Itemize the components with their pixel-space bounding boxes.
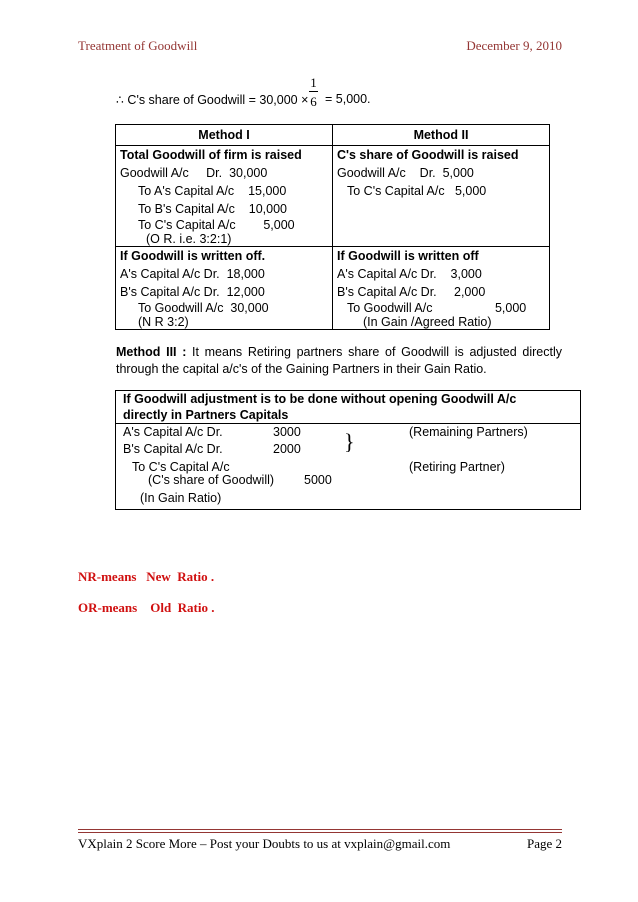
a-capital-amount: 3000	[273, 425, 301, 439]
method1-writeoff-cell	[116, 247, 333, 330]
method2-raised-cell	[333, 146, 550, 247]
brace-icon: }	[344, 429, 355, 454]
entry-line: To A's Capital A/c 15,000	[138, 184, 287, 198]
entry-line: (O R. i.e. 3:2:1)	[146, 232, 232, 246]
method2-writeoff-cell	[333, 247, 550, 330]
c-share-note: (C's share of Goodwill)	[148, 473, 275, 487]
entry-line: B's Capital A/c Dr. 2,000	[337, 285, 486, 299]
entry-line: A's Capital A/c Dr. 3,000	[337, 267, 482, 281]
b-capital-amount: 2000	[273, 442, 301, 456]
equation-result: = 5,000.	[325, 92, 371, 106]
nr-note: NR-means New Ratio .	[78, 569, 215, 584]
entry-line: Goodwill A/c Dr. 5,000	[337, 166, 474, 180]
footer-rule-thin	[78, 832, 562, 833]
fraction	[309, 76, 318, 108]
method3-text: It means Retiring partners share of Goodwill is adjusted directly through the capital a/c's of the Gaining Partners in their Gain Ratio.	[116, 345, 562, 376]
entry-line: To Goodwill A/c 5,000	[347, 301, 527, 315]
entry-line: To Goodwill A/c 30,000	[138, 301, 269, 315]
methods-table	[115, 124, 550, 330]
entry-line: To C's Capital A/c 5,000	[347, 184, 487, 198]
fraction-numerator: 1	[310, 75, 317, 90]
fraction-denominator: 6	[310, 94, 317, 109]
entry-line: (N R 3:2)	[138, 315, 189, 329]
method1-raised-cell	[116, 146, 333, 247]
entry-line: To C's Capital A/c 5,000	[138, 218, 295, 232]
gain-ratio-note: (In Gain Ratio)	[140, 491, 222, 505]
entry-line: (In Gain /Agreed Ratio)	[363, 315, 492, 329]
method2-header: Method II	[333, 125, 550, 146]
retiring-partner-note: (Retiring Partner)	[409, 460, 505, 474]
equation-prefix: ∴ C's share of Goodwill = 30,000 ×	[116, 93, 309, 107]
cell-heading: If Goodwill is written off	[337, 249, 479, 263]
footer-rule	[78, 829, 562, 830]
box-title: If Goodwill adjustment is to be done without opening Goodwill A/c directly in Partners Capitals	[123, 392, 517, 422]
b-capital-entry: B's Capital A/c Dr.	[123, 442, 223, 456]
entry-line: To B's Capital A/c 10,000	[138, 202, 287, 216]
header-title: Treatment of Goodwill	[78, 38, 198, 53]
method3-paragraph	[116, 344, 562, 378]
method1-header: Method I	[116, 125, 333, 146]
header-date: December 9, 2010	[466, 38, 562, 53]
method3-label: Method III :	[116, 345, 187, 359]
entry-line: B's Capital A/c Dr. 12,000	[120, 285, 265, 299]
or-note: OR-means Old Ratio .	[78, 600, 215, 615]
cell-heading: If Goodwill is written off.	[120, 249, 266, 263]
to-c-capital-entry: To C's Capital A/c	[132, 460, 230, 474]
c-share-amount: 5000	[304, 473, 332, 487]
footer-text: VXplain 2 Score More – Post your Doubts to us at vxplain@gmail.com	[78, 836, 451, 851]
entry-line: Goodwill A/c Dr. 30,000	[120, 166, 268, 180]
cell-heading: C's share of Goodwill is raised	[337, 148, 519, 162]
cell-heading: Total Goodwill of firm is raised	[120, 148, 302, 162]
adjustment-box	[115, 390, 581, 510]
page-number: Page 2	[526, 836, 562, 851]
fraction-bar	[309, 91, 318, 92]
remaining-partners-note: (Remaining Partners)	[409, 425, 528, 439]
a-capital-entry: A's Capital A/c Dr.	[123, 425, 223, 439]
entry-line: A's Capital A/c Dr. 18,000	[120, 267, 265, 281]
